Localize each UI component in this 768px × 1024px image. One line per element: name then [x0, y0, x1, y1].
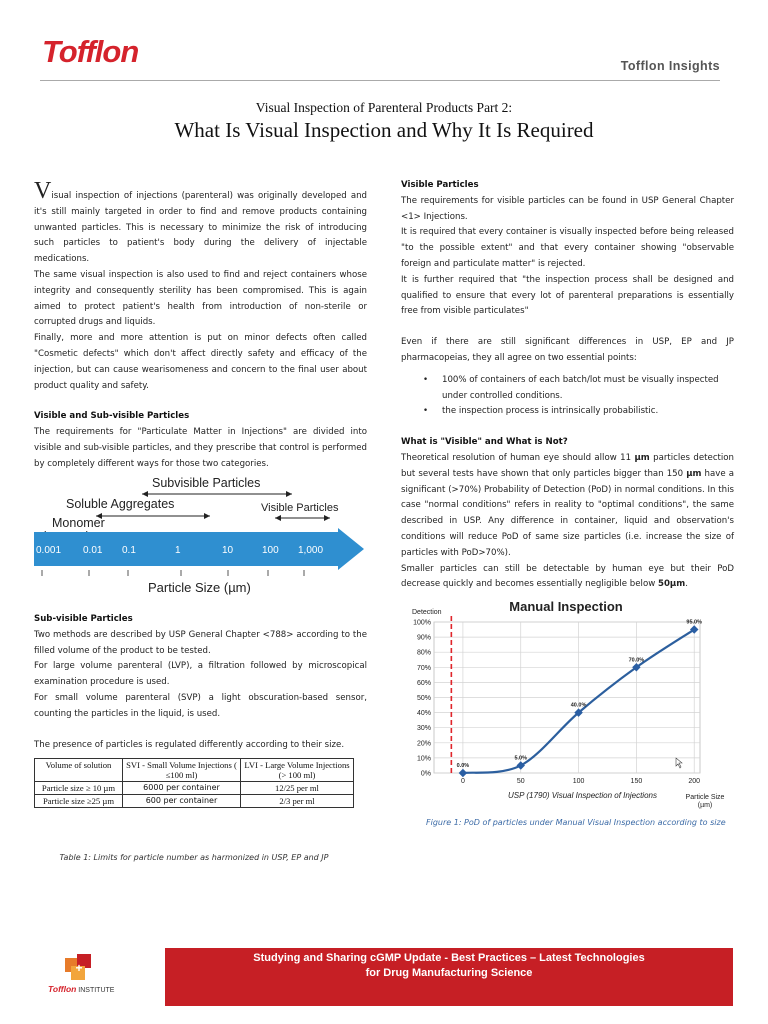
particle-size-diagram — [30, 470, 370, 600]
chart-y-axis-label: Detection — [412, 609, 442, 616]
footer-line-2: for Drug Manufacturing Science — [365, 967, 533, 979]
visible-section — [401, 178, 734, 593]
chart-data-label: 95.0% — [686, 619, 703, 626]
what-visible-paragraph-1 — [401, 451, 734, 562]
table-cell: 12/25 per ml — [241, 782, 354, 795]
list-item: • the inspection process is intrinsically probabilistic. — [401, 404, 734, 420]
svg-text:+: + — [75, 961, 83, 975]
text-run: Theoretical resolution of human eye should allow 11 — [401, 452, 635, 463]
what-visible-paragraph-2 — [401, 562, 734, 594]
size-tick-label: 10 — [222, 545, 234, 556]
chart-x-tick-label: 0 — [460, 778, 465, 785]
tofflon-logo: Tofflon — [42, 34, 139, 69]
list-item: • 100% of containers of each batch/lot must be visually inspected under controlled conditions. — [401, 373, 734, 405]
table-cell: 600 per container — [123, 795, 241, 808]
chart-caption: Figure 1: PoD of particles under Manual Visual Inspection according to size — [426, 818, 726, 827]
intro-paragraph-1 — [34, 178, 367, 268]
article-title: What Is Visual Inspection and Why It Is Required — [174, 118, 594, 142]
article-subtitle: Visual Inspection of Parenteral Products Part 2: — [255, 100, 513, 115]
visible-paragraph-4: Even if there are still significant differences in USP, EP and JP pharmacopeias, they all agree on two essential points: — [401, 337, 734, 363]
table-header-cell: Volume of solution — [35, 759, 123, 782]
size-tick-label: 0.1 — [122, 545, 136, 556]
table-header-cell: SVI - Small Volume Injections ( ≤100 ml) — [123, 759, 241, 782]
soluble-aggregates-label: Soluble Aggregates — [66, 497, 175, 511]
subvisible-paragraph-3: For small volume parenteral (SVP) a light obscuration-based sensor, counting the particles in the liquid, is used. — [34, 692, 367, 719]
chart-x-tick-label: 100 — [572, 778, 585, 785]
table-header-row — [35, 759, 354, 782]
chart-y-tick-label: 40% — [416, 710, 431, 718]
intro-text — [34, 178, 367, 473]
particle-size-axis-label: Particle Size (µm) — [148, 580, 251, 595]
chart-y-tick-label: 10% — [416, 755, 431, 763]
visible-particles-label: Visible Particles — [261, 502, 339, 514]
visible-heading: Visible Particles — [401, 180, 479, 190]
table-header-cell: LVI - Large Volume Injections (> 100 ml) — [241, 759, 354, 782]
institute-logo-icon — [63, 950, 95, 984]
chart-y-tick-label: 70% — [416, 664, 431, 672]
unit-text: 50µm — [657, 579, 686, 590]
chart-y-tick-label: 20% — [416, 740, 431, 748]
chart-title: Manual Inspection — [509, 599, 623, 614]
chart-data-label: 0.0% — [456, 763, 470, 769]
drop-cap: V — [34, 178, 52, 204]
visible-subvisible-heading: Visible and Sub-visible Particles — [34, 411, 190, 422]
chart-x-axis-label: USP (1790) Visual Inspection of Injections — [508, 791, 657, 800]
table-cell: Particle size ≥25 µm — [35, 795, 123, 808]
subvisible-paragraph-2: For large volume parenteral (LVP), a filtration followed by microscopical examination procedure is used. — [34, 661, 367, 688]
chart-y-tick-label: 90% — [416, 634, 431, 642]
intro-p1-text: isual inspection of injections (parenteral) was originally developed and it's still mainly targeted in order to find and remove products containing unwanted particles. This is necessary to minimize the risk of introducing such particles to patient's body during the delivery of injectable medications. — [34, 191, 367, 265]
text-run: Smaller particles can still be detectable by human eye but their PoD decrease quickly and becomes essentially negligible below — [401, 563, 734, 590]
institute-suffix: INSTITUTE — [76, 987, 115, 994]
footer-banner — [165, 948, 733, 1006]
chart-x-unit-label-2: (µm) — [697, 802, 713, 809]
visible-arrow-left — [275, 515, 281, 521]
manual-inspection-chart — [400, 598, 732, 812]
table-caption: Table 1: Limits for particle number as harmonized in USP, EP and JP — [59, 853, 329, 862]
section-label: Tofflon Insights — [620, 59, 720, 73]
text-run: . — [685, 579, 688, 590]
size-tick-label: 100 — [262, 545, 279, 556]
subvisible-arrow-right — [286, 491, 292, 497]
chart-x-unit-label-1: Particle Size — [685, 794, 725, 801]
chart-x-tick-label: 200 — [688, 778, 701, 785]
subvisible-heading: Sub-visible Particles — [34, 614, 133, 624]
footer-line-1: Studying and Sharing cGMP Update - Best Practices – Latest Technologies — [253, 952, 645, 964]
essential-points-list — [401, 373, 734, 420]
monomer-label: Monomer — [52, 516, 105, 530]
institute-emblem-icon — [63, 950, 95, 984]
visible-paragraph-2: It is required that every container is visually inspected before being released "to the possible extent" and that every container showing "observable foreign and particulate matter" is rejected. — [401, 227, 734, 269]
chart-y-tick-label: 50% — [416, 695, 431, 702]
chart-x-tick-label: 50 — [516, 778, 525, 785]
table-row — [35, 782, 354, 795]
table-cell: Particle size ≥ 10 µm — [35, 782, 123, 795]
intro-paragraph-2: The same visual inspection is also used to find and reject containers whose integrity and consequently sterility has been compromised. This is again aimed to protect patient's health from introduction of non-sterile or corrupted drugs and liquids. — [34, 269, 367, 328]
size-tick-label: 1 — [175, 545, 181, 556]
table-cell: 6000 per container — [123, 782, 241, 795]
size-tick-label: 0.001 — [36, 545, 62, 556]
subvisible-section — [34, 612, 367, 753]
size-tick-label: 1,000 — [298, 545, 324, 556]
size-tick-label: 0.01 — [83, 545, 103, 556]
what-visible-heading: What is "Visible" and What is Not? — [401, 437, 568, 448]
chart-y-tick-label: 60% — [416, 679, 431, 687]
subvisible-label: Subvisible Particles — [152, 476, 261, 490]
particle-limits-table — [34, 758, 354, 808]
header-divider — [40, 80, 720, 81]
unit-text: µm — [686, 468, 702, 479]
chart-y-tick-label: 0% — [420, 770, 431, 778]
chart-y-tick-label: 80% — [416, 649, 431, 657]
chart-data-label: 5.0% — [514, 755, 528, 762]
text-run: particles detection but several tests have shown that only particles bigger than 150 — [401, 452, 735, 479]
table-cell: 2/3 per ml — [241, 795, 354, 808]
table-row — [35, 795, 354, 808]
visible-paragraph-1: The requirements for visible particles can be found in USP General Chapter <1> Injections. — [401, 195, 734, 222]
institute-brand: Tofflon — [48, 984, 77, 994]
institute-name — [48, 984, 114, 994]
text-run: have a significant (>70%) Probability of Detection (PoD) in normal conditions. In this case "normal conditions" refers in reality to "optimal conditions", the same described in USP. Any difference in container, liquid and observation's conditions will reduce PoD of same size particles (i.e. increase the size of particles with PoD>70%). — [401, 468, 734, 558]
chart-y-tick-label: 100% — [413, 619, 431, 627]
visible-subvisible-text: The requirements for "Particulate Matter in Injections" are divided into visible and sub-visible particles, and they prescribe that control is performed by completely different ways for those two categories. — [34, 427, 367, 469]
chart-data-label: 40.0% — [570, 702, 587, 709]
unit-text: µm — [634, 452, 650, 463]
chart-data-label: 70.0% — [628, 657, 645, 664]
intro-paragraph-3: Finally, more and more attention is put on minor defects often called "Cosmetic defects" which don't affect directly safety and efficacy of the injection, but can cause wearisomeness and concern to the final user about product quality and safety. — [34, 333, 367, 391]
subvisible-paragraph-4: The presence of particles is regulated differently according to their size. — [34, 739, 345, 750]
chart-y-tick-label: 30% — [416, 725, 431, 733]
visible-arrow-right — [324, 515, 330, 521]
soluble-arrow-right — [204, 513, 210, 519]
subvisible-paragraph-1: Two methods are described by USP General Chapter <788> according to the filled volume of the product to be tested. — [34, 629, 367, 656]
chart-background — [400, 598, 732, 812]
chart-x-tick-label: 150 — [630, 778, 643, 785]
visible-paragraph-3: It is further required that "the inspection process shall be designed and qualified to ensure that every lot of parenteral preparations is essentially free from visible particulates" — [401, 274, 734, 317]
